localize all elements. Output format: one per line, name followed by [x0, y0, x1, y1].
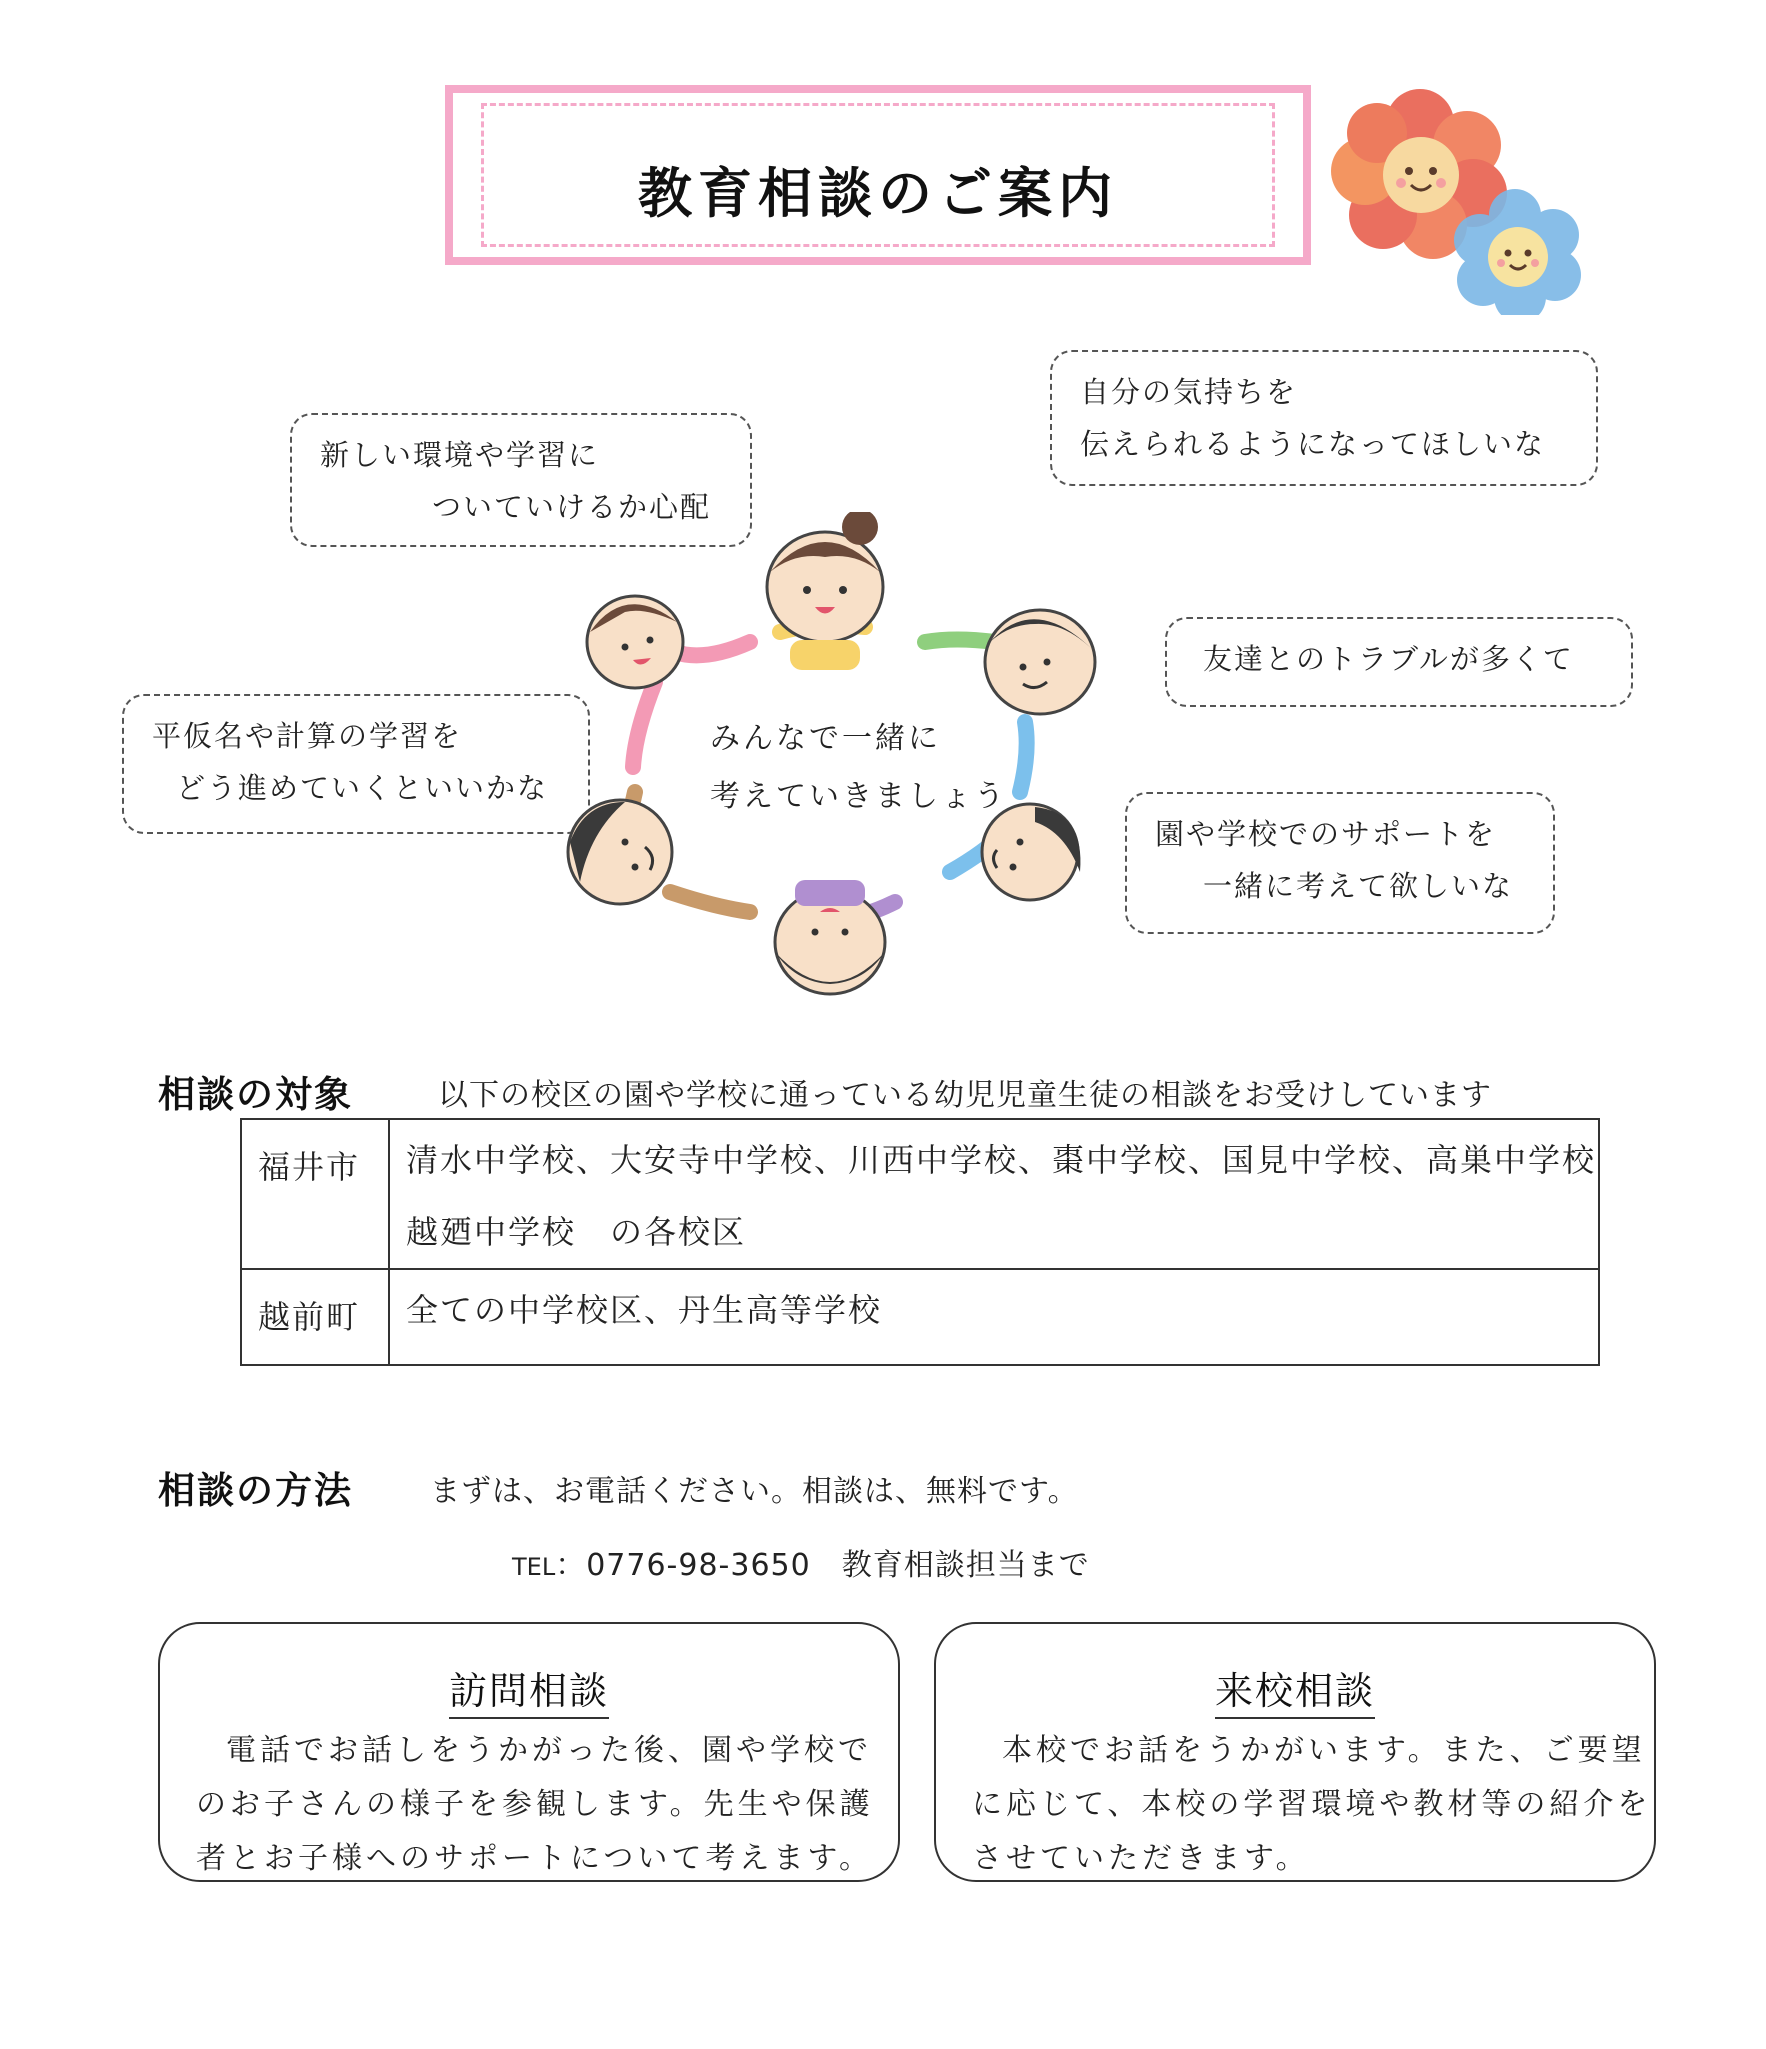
tel-prefix: TEL [512, 1553, 556, 1581]
bubble-line: 友達とのトラブルが多くて [1203, 642, 1574, 676]
schools-cell [389, 1119, 1599, 1269]
tel-number: ：0776-98-3650 教育相談担当まで [555, 1548, 1090, 1583]
bubble-line: 一緒に考えて欲しいな [1203, 869, 1514, 903]
box-body [196, 1724, 874, 1886]
box-line: 本校でお話をうかがいます。また、ご要望 [1002, 1733, 1646, 1768]
bubble-line: 平仮名や計算の学習を [152, 719, 463, 753]
box-body [972, 1724, 1652, 1886]
circle-caption-line: みんなで一緒に [710, 721, 941, 756]
child-top-right-icon [985, 610, 1095, 714]
box-line: させていただきます。 [972, 1841, 1310, 1876]
box-line: に応じて、本校の学習環境や教材等の紹介を [972, 1787, 1652, 1822]
bubble-feelings [1050, 350, 1598, 486]
city-cell: 福井市 [241, 1119, 389, 1269]
box-line: 者とお子様へのサポートについて考えます。 [196, 1841, 873, 1876]
circle-caption-line: 考えていきましょう [710, 779, 1007, 814]
target-description: 以下の校区の園や学校に通っている幼児児童生徒の相談をお受けしています [438, 1078, 1492, 1113]
child-top-icon [767, 512, 883, 670]
title-banner [445, 85, 1311, 265]
page-title: 教育相談のご案内 [638, 162, 1118, 225]
box-title: 訪問相談 [160, 1660, 898, 1715]
bubble-support [1125, 792, 1555, 934]
schools-cell [389, 1269, 1599, 1365]
city-cell: 越前町 [241, 1269, 389, 1365]
target-heading: 相談の対象 [158, 1073, 353, 1116]
schools-line: 全ての中学校区、丹生高等学校 [406, 1291, 883, 1329]
schools-line: 越廼中学校 の各校区 [406, 1213, 747, 1251]
target-schools-table [240, 1118, 1600, 1366]
tel-line [512, 1540, 1090, 1584]
table-row [241, 1119, 1599, 1269]
child-bottom-icon [775, 880, 885, 994]
bubble-hiragana [122, 694, 590, 834]
schools-line: 清水中学校、大安寺中学校、川西中学校、棗中学校、国見中学校、高巣中学校 [406, 1141, 1597, 1179]
child-top-left-icon [587, 596, 683, 688]
table-row [241, 1269, 1599, 1365]
visit-consultation-box [158, 1622, 900, 1882]
child-left-icon [568, 800, 672, 904]
bubble-line: ついていけるか心配 [432, 490, 712, 524]
bubble-line: 園や学校でのサポートを [1155, 817, 1497, 851]
bubble-line: どう進めていくといいかな [176, 771, 549, 805]
bubble-line: 伝えられるようになってほしいな [1080, 427, 1546, 461]
flowers-illustration [1315, 75, 1590, 315]
bubble-line: 自分の気持ちを [1080, 375, 1298, 409]
bubble-friends [1165, 617, 1633, 707]
school-visit-consultation-box [934, 1622, 1656, 1882]
circle-caption [710, 710, 1007, 826]
method-description: まずは、お電話ください。相談は、無料です。 [430, 1474, 1079, 1509]
box-title: 来校相談 [936, 1660, 1654, 1715]
bubble-line: 新しい環境や学習に [320, 438, 600, 472]
box-line: 電話でお話しをうかがった後、園や学校で [226, 1733, 872, 1768]
method-heading: 相談の方法 [158, 1469, 353, 1512]
box-line: のお子さんの様子を参観します。先生や保護 [196, 1787, 874, 1822]
